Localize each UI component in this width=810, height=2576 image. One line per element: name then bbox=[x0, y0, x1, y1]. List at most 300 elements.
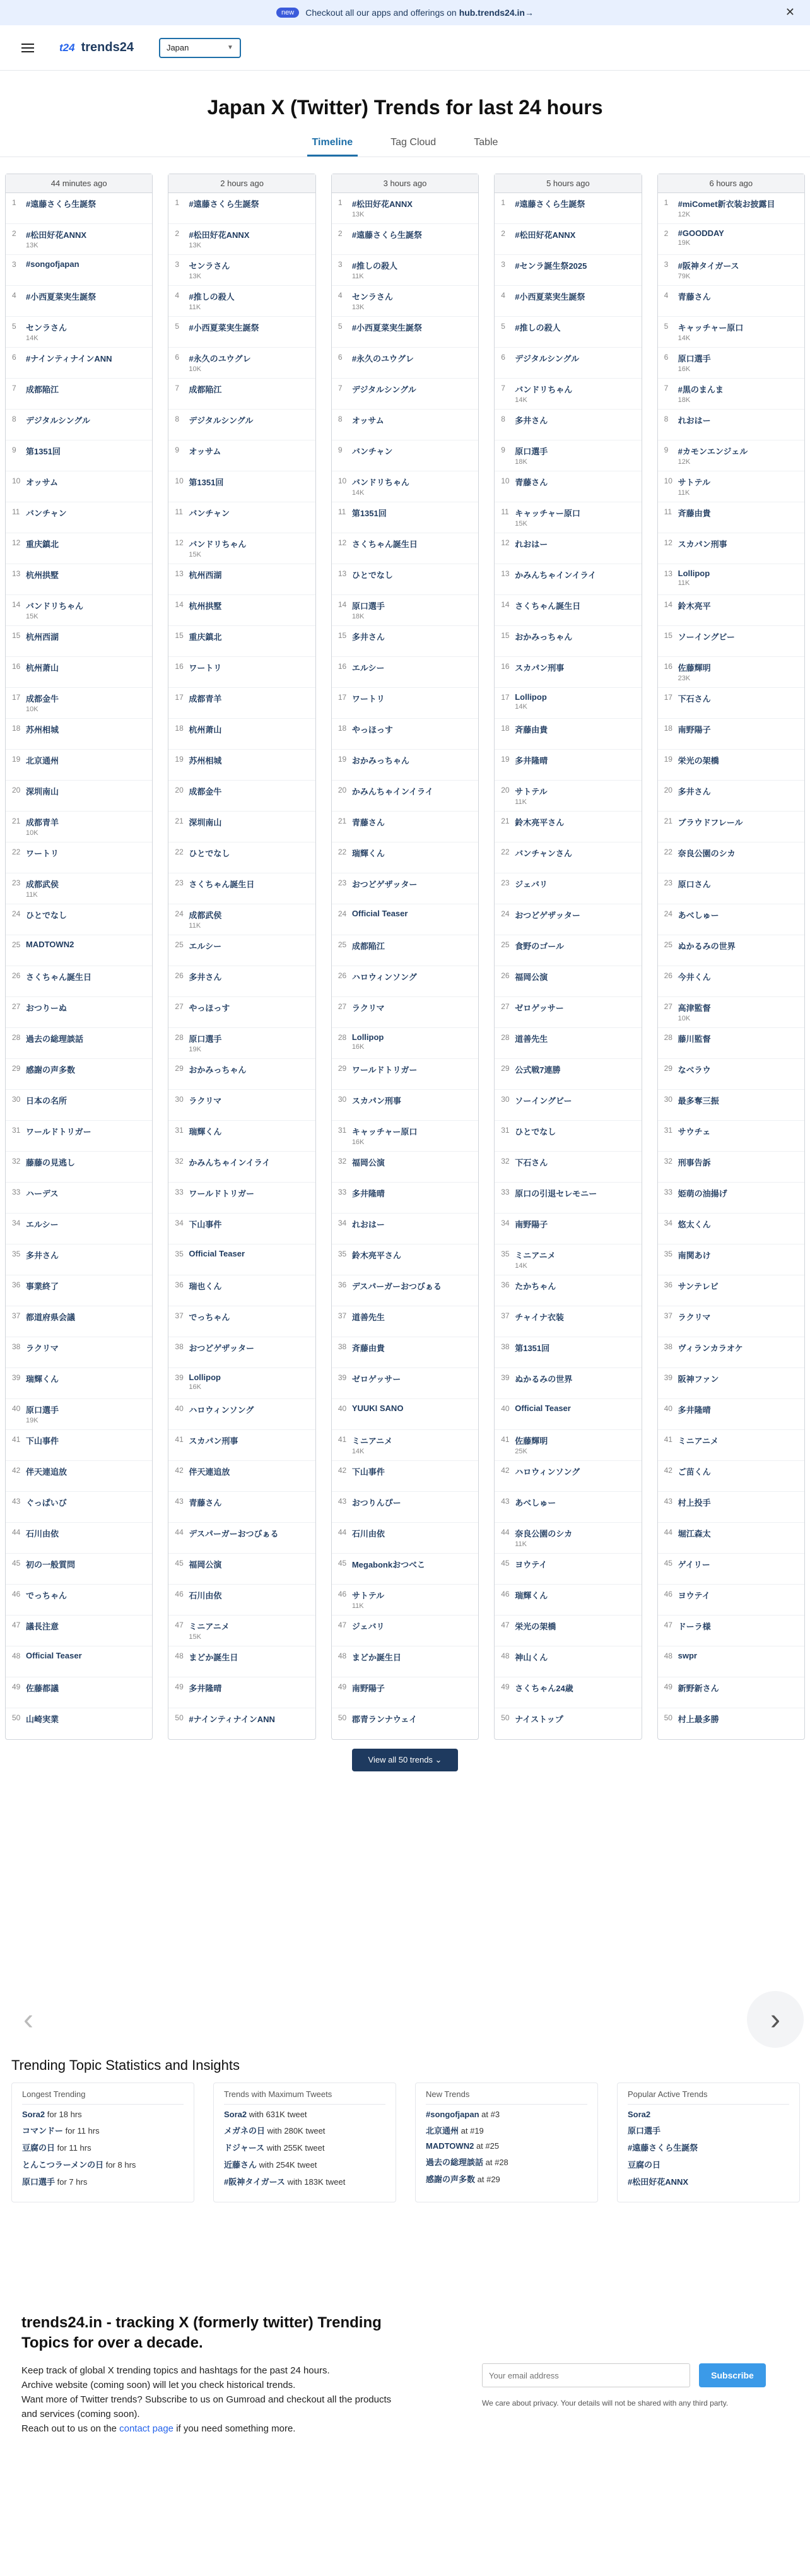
stats-trend-link[interactable]: 北京通州 bbox=[426, 2126, 459, 2136]
trend-link[interactable] bbox=[26, 228, 86, 249]
trend-link[interactable] bbox=[678, 785, 711, 797]
trend-link[interactable] bbox=[515, 352, 579, 364]
trend-link[interactable] bbox=[26, 630, 59, 642]
trend-name: ミニアニメ bbox=[515, 1251, 556, 1260]
trend-link[interactable] bbox=[26, 198, 96, 210]
banner-link[interactable]: hub.trends24.in bbox=[459, 8, 525, 18]
next-arrow-icon[interactable]: › bbox=[747, 1991, 804, 2048]
trend-link[interactable] bbox=[189, 1094, 221, 1106]
trend-link[interactable] bbox=[189, 1032, 221, 1053]
trend-link[interactable] bbox=[189, 1063, 246, 1075]
trend-link[interactable] bbox=[189, 538, 246, 558]
trend-link[interactable] bbox=[515, 198, 585, 210]
trend-link[interactable] bbox=[515, 1280, 556, 1292]
trend-link[interactable] bbox=[189, 1373, 221, 1391]
trend-link[interactable] bbox=[678, 414, 711, 426]
trend-link[interactable] bbox=[352, 847, 385, 859]
trend-link[interactable] bbox=[26, 476, 58, 488]
trend-link[interactable] bbox=[26, 1403, 59, 1424]
trend-link[interactable] bbox=[678, 661, 711, 682]
trend-link[interactable] bbox=[352, 198, 413, 218]
trend-link[interactable] bbox=[352, 1063, 418, 1075]
stats-trend-link[interactable]: 豆腐の日 bbox=[22, 2143, 56, 2153]
trend-link[interactable] bbox=[678, 847, 736, 859]
trend-link[interactable] bbox=[678, 1280, 719, 1292]
trend-link[interactable] bbox=[515, 630, 572, 642]
trend-link[interactable] bbox=[26, 383, 59, 395]
trend-link[interactable] bbox=[352, 1218, 385, 1230]
trend-link[interactable] bbox=[515, 259, 587, 271]
tab-timeline[interactable]: Timeline bbox=[307, 137, 358, 157]
trend-link[interactable] bbox=[189, 1620, 229, 1641]
trend-link[interactable] bbox=[189, 1342, 254, 1354]
trend-link[interactable] bbox=[352, 1342, 385, 1354]
trend-link[interactable] bbox=[678, 1589, 710, 1601]
trend-link[interactable] bbox=[678, 290, 711, 302]
trend-link[interactable] bbox=[26, 723, 59, 735]
trend-link[interactable] bbox=[678, 1311, 711, 1323]
trend-link[interactable] bbox=[515, 414, 548, 426]
trend-link[interactable] bbox=[189, 600, 221, 612]
trend-link[interactable] bbox=[352, 1156, 385, 1168]
trend-link[interactable] bbox=[26, 1311, 75, 1323]
trend-link[interactable] bbox=[515, 785, 547, 806]
trend-link[interactable] bbox=[678, 940, 736, 952]
stats-trend-link[interactable]: ドジャース bbox=[224, 2143, 265, 2153]
trend-link[interactable] bbox=[189, 1218, 221, 1230]
trend-link[interactable] bbox=[678, 1063, 711, 1075]
trend-name: Lollipop bbox=[515, 692, 547, 702]
stats-trend-link[interactable]: #songofjapan bbox=[426, 2110, 479, 2119]
trend-link[interactable] bbox=[352, 940, 385, 952]
trend-link[interactable] bbox=[352, 971, 417, 983]
trend-link[interactable] bbox=[189, 785, 221, 797]
trend-link[interactable] bbox=[678, 569, 710, 587]
trend-link[interactable] bbox=[352, 1373, 401, 1385]
trend-link[interactable] bbox=[189, 1651, 238, 1663]
trend-link[interactable] bbox=[515, 1434, 548, 1455]
trend-link[interactable] bbox=[515, 1342, 549, 1354]
trend-link[interactable] bbox=[515, 1403, 571, 1413]
trend-link[interactable] bbox=[189, 259, 230, 280]
trend-link[interactable] bbox=[515, 692, 547, 711]
trend-link[interactable] bbox=[189, 661, 221, 673]
trend-link[interactable] bbox=[352, 1434, 392, 1455]
trend-link[interactable] bbox=[515, 538, 548, 550]
logo[interactable] bbox=[59, 40, 134, 55]
trend-link[interactable] bbox=[26, 1156, 75, 1168]
trend-link[interactable] bbox=[352, 909, 408, 918]
trend-link[interactable] bbox=[515, 1094, 572, 1106]
trend-link[interactable] bbox=[26, 290, 96, 302]
trend-link[interactable] bbox=[26, 1496, 67, 1508]
trend-link[interactable] bbox=[678, 878, 711, 890]
trend-link[interactable] bbox=[352, 630, 385, 642]
trend-link[interactable] bbox=[189, 321, 259, 333]
trend-link[interactable] bbox=[678, 630, 735, 642]
stats-trend-link[interactable]: Sora2 bbox=[22, 2110, 45, 2119]
trend-link[interactable] bbox=[678, 1187, 727, 1199]
trend-link[interactable] bbox=[352, 723, 393, 735]
trend-link[interactable] bbox=[515, 1682, 573, 1694]
trend-link[interactable] bbox=[189, 1280, 221, 1292]
trend-link[interactable] bbox=[189, 754, 221, 766]
trend-link[interactable] bbox=[26, 569, 59, 581]
trend-rank: 41 bbox=[175, 1435, 184, 1444]
trend-link[interactable] bbox=[352, 785, 433, 797]
trend-link[interactable] bbox=[515, 661, 564, 673]
trend-name: 悠太くん bbox=[678, 1220, 711, 1229]
trend-link[interactable] bbox=[189, 971, 221, 983]
trend-link[interactable] bbox=[515, 507, 580, 528]
trend-link[interactable] bbox=[189, 1249, 245, 1258]
contact-link[interactable]: contact page bbox=[119, 2423, 174, 2434]
trend-link[interactable] bbox=[678, 1651, 697, 1660]
trend-link[interactable] bbox=[189, 1465, 230, 1477]
trend-link[interactable] bbox=[189, 352, 250, 373]
trend-link[interactable] bbox=[26, 909, 67, 921]
trend-link[interactable] bbox=[678, 1032, 711, 1044]
trend-link[interactable] bbox=[26, 940, 74, 949]
trend-link[interactable] bbox=[189, 1001, 230, 1013]
prev-arrow-icon[interactable]: ‹ bbox=[23, 2002, 33, 2036]
trend-link[interactable] bbox=[352, 352, 414, 364]
trend-link[interactable] bbox=[352, 476, 409, 497]
trend-link[interactable] bbox=[515, 569, 596, 581]
trend-link[interactable] bbox=[189, 1558, 221, 1570]
tab-table[interactable]: Table bbox=[474, 137, 498, 148]
trend-link[interactable] bbox=[26, 538, 59, 550]
trend-link[interactable] bbox=[678, 445, 748, 466]
trend-link[interactable] bbox=[678, 1527, 711, 1539]
trend-link[interactable] bbox=[515, 383, 572, 404]
trend-name: 初の一般質問 bbox=[26, 1560, 76, 1569]
trend-link[interactable] bbox=[189, 383, 221, 395]
stats-trend-link[interactable]: MADTOWN2 bbox=[426, 2141, 474, 2151]
trend-link[interactable] bbox=[352, 383, 416, 395]
trend-link[interactable] bbox=[678, 1465, 711, 1477]
trend-link[interactable] bbox=[26, 1218, 59, 1230]
trend-link[interactable] bbox=[515, 1373, 572, 1385]
trend-link[interactable] bbox=[189, 1496, 221, 1508]
trend-link[interactable] bbox=[189, 445, 221, 457]
subscribe-button[interactable]: Subscribe bbox=[699, 2363, 766, 2387]
trend-link[interactable] bbox=[189, 1713, 275, 1725]
trend-link[interactable] bbox=[26, 878, 59, 899]
trend-link[interactable] bbox=[678, 507, 711, 519]
trend-name: 杭州拱墅 bbox=[189, 601, 222, 611]
trend-link[interactable] bbox=[352, 1311, 385, 1323]
trend-link[interactable] bbox=[26, 1713, 59, 1725]
trend-link[interactable] bbox=[678, 1125, 711, 1137]
trend-link[interactable] bbox=[189, 909, 221, 930]
trend-link[interactable] bbox=[26, 1342, 59, 1354]
trend-link[interactable] bbox=[352, 1032, 384, 1051]
trend-link[interactable] bbox=[26, 600, 83, 620]
trend-link[interactable] bbox=[515, 878, 548, 890]
trend-link[interactable] bbox=[26, 1280, 59, 1292]
trend-link[interactable] bbox=[26, 1434, 59, 1446]
trend-link[interactable] bbox=[189, 569, 221, 581]
trend-link[interactable] bbox=[515, 600, 580, 612]
trend-link[interactable] bbox=[189, 1527, 278, 1539]
trend-link[interactable] bbox=[189, 630, 221, 642]
stats-trend-link[interactable]: 豆腐の日 bbox=[628, 2160, 661, 2170]
trend-link[interactable] bbox=[515, 1620, 556, 1632]
stats-trend-link[interactable]: とんこつラーメンの日 bbox=[22, 2160, 104, 2170]
trend-link[interactable] bbox=[352, 569, 393, 581]
trend-link[interactable] bbox=[678, 1249, 711, 1261]
trend-link[interactable] bbox=[352, 507, 387, 519]
stats-trend-link[interactable]: 原口選手 bbox=[628, 2126, 661, 2136]
trend-link[interactable] bbox=[26, 507, 67, 519]
trend-link[interactable] bbox=[26, 816, 59, 837]
trend-link[interactable] bbox=[352, 1249, 401, 1261]
trend-link[interactable] bbox=[678, 321, 744, 342]
trend-link[interactable] bbox=[678, 909, 719, 921]
trend-link[interactable] bbox=[352, 414, 384, 426]
tweet-count: 12K bbox=[678, 458, 691, 466]
trend-link[interactable] bbox=[678, 1713, 719, 1725]
trend-link[interactable] bbox=[26, 321, 67, 342]
trend-link[interactable] bbox=[352, 1001, 385, 1013]
trend-rank: 2 bbox=[12, 229, 16, 238]
trend-link[interactable] bbox=[352, 1465, 385, 1477]
stats-trend-link[interactable]: Sora2 bbox=[628, 2110, 651, 2119]
trend-link[interactable] bbox=[678, 600, 711, 612]
trend-link[interactable] bbox=[189, 414, 253, 426]
trend-link[interactable] bbox=[515, 971, 548, 983]
trend-link[interactable] bbox=[26, 661, 59, 673]
trend-link[interactable] bbox=[352, 1187, 385, 1199]
trend-link[interactable] bbox=[189, 1403, 254, 1415]
trend-link[interactable] bbox=[352, 1125, 418, 1146]
trend-link[interactable] bbox=[678, 198, 775, 218]
trend-link[interactable] bbox=[352, 538, 418, 550]
trend-link[interactable] bbox=[678, 1682, 719, 1694]
trend-name: スカパン刑事 bbox=[515, 663, 565, 673]
trend-link[interactable] bbox=[515, 1311, 564, 1323]
trend-link[interactable] bbox=[352, 1682, 385, 1694]
country-select[interactable] bbox=[159, 38, 241, 58]
trend-link[interactable] bbox=[352, 290, 393, 311]
trend-link[interactable] bbox=[189, 1589, 221, 1601]
trend-link[interactable] bbox=[678, 1001, 711, 1022]
trend-link[interactable] bbox=[189, 507, 230, 519]
trend-link[interactable] bbox=[189, 1682, 221, 1694]
trend-link[interactable] bbox=[189, 1311, 230, 1323]
trend-link[interactable] bbox=[515, 816, 564, 828]
trend-link[interactable] bbox=[26, 1032, 83, 1044]
trend-link[interactable] bbox=[352, 600, 385, 620]
stats-trend-link[interactable]: 過去の総理談話 bbox=[426, 2158, 484, 2167]
trend-link[interactable] bbox=[352, 1527, 385, 1539]
trend-link[interactable] bbox=[515, 476, 548, 488]
trend-link[interactable] bbox=[26, 971, 91, 983]
trend-link[interactable] bbox=[26, 1373, 59, 1385]
trend-link[interactable] bbox=[678, 1342, 743, 1354]
trend-link[interactable] bbox=[678, 538, 727, 550]
trend-link[interactable] bbox=[515, 1218, 548, 1230]
trend-link[interactable] bbox=[352, 661, 385, 673]
trend-link[interactable] bbox=[352, 1558, 425, 1570]
trend-link[interactable] bbox=[678, 259, 739, 280]
trend-link[interactable] bbox=[26, 1589, 67, 1601]
trend-link[interactable] bbox=[26, 754, 59, 766]
trend-link[interactable] bbox=[26, 1001, 67, 1013]
stats-trend-link[interactable]: メガネの日 bbox=[224, 2126, 266, 2136]
trend-link[interactable] bbox=[26, 1558, 75, 1570]
trend-link[interactable] bbox=[515, 228, 575, 240]
trend-link[interactable] bbox=[352, 1651, 401, 1663]
view-all-button[interactable] bbox=[352, 1749, 459, 1771]
trend-link[interactable] bbox=[678, 723, 711, 735]
trend-link[interactable] bbox=[189, 476, 223, 488]
trend-link[interactable] bbox=[352, 228, 422, 240]
trend-link[interactable] bbox=[189, 198, 259, 210]
trend-link[interactable] bbox=[352, 259, 397, 280]
trend-link[interactable] bbox=[352, 1620, 385, 1632]
trend-link[interactable] bbox=[189, 816, 221, 828]
trend-link[interactable] bbox=[515, 1651, 548, 1663]
trend-link[interactable] bbox=[26, 1651, 82, 1660]
trend-item bbox=[168, 966, 315, 997]
trend-link[interactable] bbox=[678, 1373, 719, 1385]
trend-link[interactable] bbox=[678, 1403, 711, 1415]
trend-link[interactable] bbox=[515, 1156, 548, 1168]
stats-trend-link[interactable]: コマンドー bbox=[22, 2126, 64, 2136]
trend-link[interactable] bbox=[515, 1465, 580, 1477]
trend-link[interactable] bbox=[189, 1187, 254, 1199]
trend-link[interactable] bbox=[678, 1156, 711, 1168]
trend-link[interactable] bbox=[515, 940, 564, 952]
trend-link[interactable] bbox=[352, 754, 409, 766]
trend-link[interactable] bbox=[678, 228, 724, 247]
stats-trend-link[interactable]: 近藤さん bbox=[224, 2160, 257, 2170]
trend-link[interactable] bbox=[352, 1094, 401, 1106]
trend-link[interactable] bbox=[515, 1187, 597, 1199]
trend-item bbox=[332, 1152, 478, 1183]
trend-link[interactable] bbox=[26, 414, 90, 426]
trend-link[interactable] bbox=[678, 692, 711, 704]
trend-link[interactable] bbox=[26, 1063, 75, 1075]
stats-trend-link[interactable]: 原口選手 bbox=[22, 2177, 56, 2187]
trend-link[interactable] bbox=[352, 1713, 417, 1725]
trend-link[interactable] bbox=[678, 1620, 711, 1632]
trend-link[interactable] bbox=[352, 321, 422, 333]
trend-link[interactable] bbox=[678, 1434, 719, 1446]
tab-tag-cloud[interactable]: Tag Cloud bbox=[390, 137, 437, 148]
trend-link[interactable] bbox=[515, 1001, 563, 1013]
trend-link[interactable] bbox=[26, 352, 112, 364]
trend-link[interactable] bbox=[515, 1063, 560, 1075]
trend-link[interactable] bbox=[515, 909, 580, 921]
trend-link[interactable] bbox=[352, 816, 385, 828]
trend-name: 成都武侯 bbox=[189, 911, 222, 920]
trend-link[interactable] bbox=[515, 445, 548, 466]
trend-link[interactable] bbox=[352, 1280, 442, 1292]
trend-link[interactable] bbox=[189, 847, 230, 859]
trend-link[interactable] bbox=[352, 878, 418, 890]
trend-link[interactable] bbox=[515, 1125, 556, 1137]
trend-link[interactable] bbox=[515, 1589, 548, 1601]
trend-link[interactable] bbox=[189, 692, 221, 704]
trend-item bbox=[495, 1616, 641, 1646]
trend-link[interactable] bbox=[515, 723, 548, 735]
trend-link[interactable] bbox=[26, 1187, 58, 1199]
trend-link[interactable] bbox=[515, 1713, 563, 1725]
trend-link[interactable] bbox=[352, 1589, 384, 1610]
trend-link[interactable] bbox=[26, 1465, 67, 1477]
stats-trend-link[interactable]: Sora2 bbox=[224, 2110, 247, 2119]
trend-link[interactable] bbox=[678, 1094, 719, 1106]
stats-trend-link[interactable]: #松田好花ANNX bbox=[628, 2177, 689, 2187]
trend-link[interactable] bbox=[515, 1496, 556, 1508]
trend-link[interactable] bbox=[189, 228, 249, 249]
trend-link[interactable] bbox=[189, 1434, 238, 1446]
trend-link[interactable] bbox=[515, 754, 548, 766]
trend-link[interactable] bbox=[515, 290, 585, 302]
trend-name: まどか誕生日 bbox=[189, 1653, 238, 1662]
trend-name: 斉藤由貴 bbox=[351, 1344, 385, 1353]
trend-link[interactable] bbox=[26, 1527, 59, 1539]
trend-link[interactable] bbox=[189, 723, 221, 735]
close-icon[interactable]: ✕ bbox=[785, 6, 795, 18]
trend-link[interactable] bbox=[352, 1403, 404, 1413]
trend-link[interactable] bbox=[515, 321, 560, 333]
stats-trend-link[interactable]: #遠藤さくら生誕祭 bbox=[628, 2143, 698, 2153]
trend-link[interactable] bbox=[678, 383, 724, 404]
promo-line-4-pre: Reach out to us on the bbox=[21, 2423, 117, 2434]
trend-link[interactable] bbox=[678, 971, 711, 983]
stats-trend-link[interactable]: #阪神タイガース bbox=[224, 2177, 285, 2187]
trend-link[interactable] bbox=[515, 847, 572, 859]
trend-link[interactable] bbox=[678, 1558, 710, 1570]
trend-link[interactable] bbox=[352, 692, 385, 704]
trend-link[interactable] bbox=[352, 1496, 401, 1508]
trend-link[interactable] bbox=[26, 1094, 67, 1106]
trend-link[interactable] bbox=[26, 785, 59, 797]
trend-link[interactable] bbox=[515, 1527, 572, 1548]
stats-trend-link[interactable]: 感謝の声多数 bbox=[426, 2175, 476, 2184]
trend-link[interactable] bbox=[678, 1218, 711, 1230]
trend-link[interactable] bbox=[189, 940, 221, 952]
trend-link[interactable] bbox=[515, 1032, 548, 1044]
trend-link[interactable] bbox=[26, 445, 61, 457]
trend-link[interactable] bbox=[678, 1496, 711, 1508]
trend-link[interactable] bbox=[189, 290, 234, 311]
trend-link[interactable] bbox=[26, 692, 59, 713]
trend-link[interactable] bbox=[189, 1156, 270, 1168]
email-input[interactable] bbox=[482, 2363, 690, 2387]
trend-link[interactable] bbox=[26, 1620, 59, 1632]
trend-link[interactable] bbox=[678, 352, 711, 373]
trend-link[interactable] bbox=[189, 1125, 221, 1137]
trend-link[interactable] bbox=[678, 476, 710, 497]
trend-link[interactable] bbox=[26, 847, 59, 859]
trend-link[interactable] bbox=[678, 754, 719, 766]
trend-link[interactable] bbox=[26, 259, 79, 269]
trend-link[interactable] bbox=[189, 878, 254, 890]
menu-icon[interactable] bbox=[21, 44, 34, 52]
trend-link[interactable] bbox=[515, 1558, 547, 1570]
trend-link[interactable] bbox=[26, 1682, 59, 1694]
trend-link[interactable] bbox=[26, 1125, 91, 1137]
trend-link[interactable] bbox=[678, 816, 743, 828]
trend-link[interactable] bbox=[26, 1249, 59, 1261]
trend-link[interactable] bbox=[352, 445, 393, 457]
trend-link[interactable] bbox=[515, 1249, 555, 1270]
